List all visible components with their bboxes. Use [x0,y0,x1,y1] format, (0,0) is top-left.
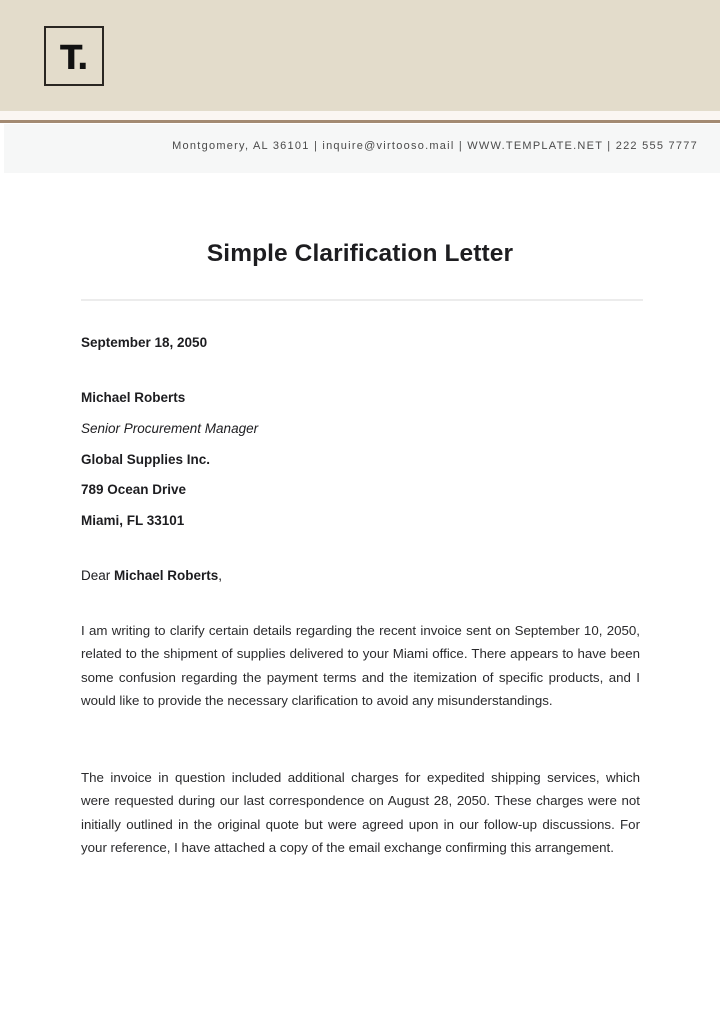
recipient-title: Senior Procurement Manager [81,421,259,436]
title-divider [81,299,643,301]
recipient-name: Michael Roberts [81,390,186,405]
page-title: Simple Clarification Letter [206,240,514,267]
recipient-company: Global Supplies Inc. [81,452,211,467]
contact-info: Montgomery, AL 36101 | inquire@virtooso.mail | WWW.TEMPLATE.NET | 222 555 7777 [172,140,698,152]
salutation [81,568,222,583]
recipient-city: Miami, FL 33101 [81,513,185,528]
recipient-street: 789 Ocean Drive [81,482,187,497]
salutation-suffix: , [218,568,223,583]
salutation-name: Michael Roberts [114,568,219,583]
template-t-logo-icon: T. [59,37,89,77]
letterhead-rule [0,120,720,123]
logo [44,26,104,86]
salutation-prefix: Dear [81,568,115,583]
body-paragraph-2: The invoice in question included additional charges for expedited shipping services, which were requested during our last correspondence on August 28, 2050. These charges were not initially outlined in the original quote but were agreed upon in our follow-up discussions. For your reference, I have attached a copy of the email exchange confirming this arrangement. [81,770,640,855]
letterhead-gap [0,111,720,120]
letter-date: September 18, 2050 [81,335,208,350]
letterhead-band [0,0,720,111]
body-paragraph-1: I am writing to clarify certain details regarding the recent invoice sent on September 10, 2050, related to the shipment of supplies delivered to your Miami office. There appears to have been some confusion regarding the payment terms and the itemization of specific products, and I would like to provide the necessary clarification to avoid any misunderstandings. [81,623,640,708]
